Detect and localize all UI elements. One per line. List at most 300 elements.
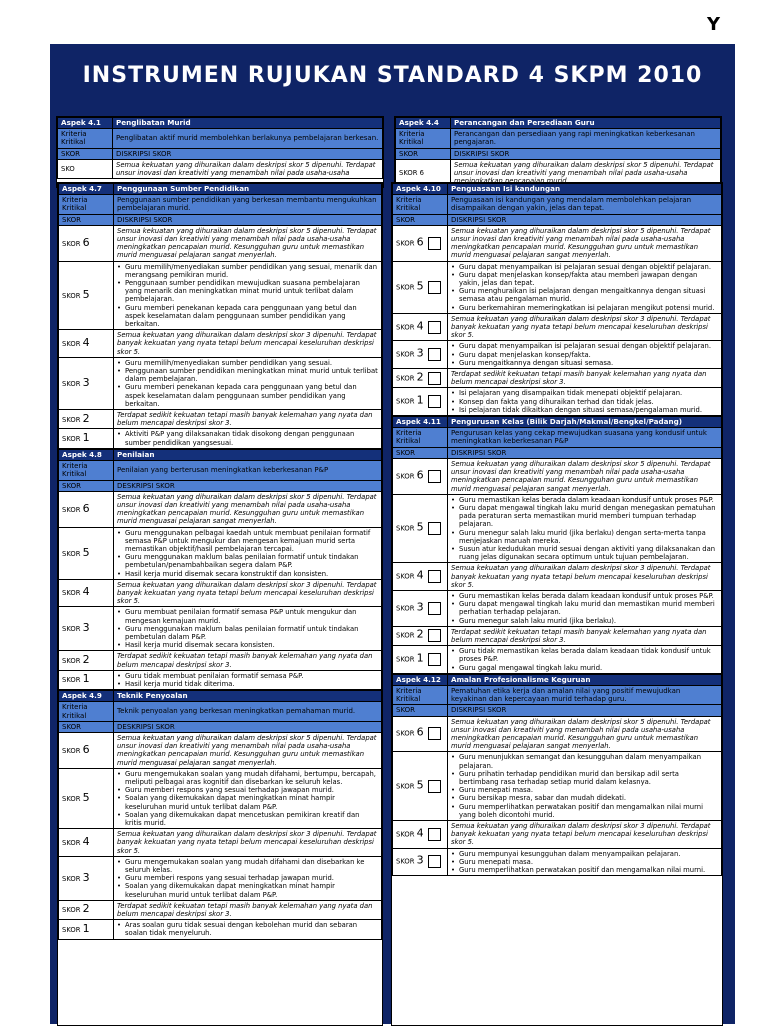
score-label-cell [59, 527, 114, 579]
score-row [393, 388, 722, 416]
score-description [448, 388, 722, 416]
score-checkbox[interactable] [428, 855, 441, 868]
score-description: Semua kekuatan yang dihuraikan dalam deskripsi skor 3 dipenuhi. Terdapat banyak kekuatan yang nyata tetapi belum mencapai keseluruhan deskripsi skor 5. [114, 579, 382, 607]
score-label-cell [59, 330, 114, 358]
criteria-item: • Guru prihatin terhadap pendidikan murid dan bersikap adil serta bertimbang rasa terhadap setiap murid dalam kelasnya. [457, 770, 718, 786]
score-description [114, 357, 382, 409]
score-number: 6 [416, 468, 424, 482]
criteria-list [451, 592, 718, 625]
kriteria-label: Kriteria Kritikal [396, 129, 451, 148]
score-description [448, 752, 722, 821]
criteria-item: • Isi pelajaran tidak dikaitkan dengan situasi semasa/pengalaman murid. [457, 406, 718, 414]
score-label: SKOR 6 [396, 159, 451, 187]
score-label: SKOR [396, 350, 415, 359]
criteria-item: • Guru memilih/menyediakan sumber pendidikan yang sesuai, menarik dan merangsang pemikiran murid. [123, 263, 378, 279]
score-checkbox[interactable] [428, 828, 441, 841]
kriteria-label: Kriteria Kritikal [58, 129, 113, 148]
criteria-item: • Guru menggunakan pelbagai kaedah untuk membuat penilaian formatif semasa P&P untuk mengukur dan mengesan kemajuan murid serta memastikan objektif/hasil pembelajaran tercapai. [123, 529, 378, 554]
score-number: 5 [416, 520, 424, 534]
back-right-table [395, 117, 721, 187]
kriteria-text: Pengurusan kelas yang cekap mewujudkan suasana yang kondusif untuk meningkatkan keberkesanan P&P [448, 428, 722, 447]
score-label-cell [393, 261, 448, 313]
criteria-item: • Guru menghuraikan isi pelajaran dengan mengaitkannya dengan situasi semasa atau pengalaman murid. [457, 287, 718, 303]
criteria-item: • Guru dapat menyampaikan isi pelajaran sesuai dengan objektif pelajaran. [457, 342, 718, 350]
score-row [59, 856, 382, 900]
page-title: INSTRUMEN RUJUKAN STANDARD 4 SKPM 2010 [82, 62, 703, 88]
score-label: SKOR [396, 729, 415, 738]
criteria-item: • Aktiviti P&P yang dilaksanakan tidak disokong dengan penggunaan sumber pendidikan yangsesuai. [123, 430, 378, 446]
score-number: 2 [82, 652, 90, 666]
aspect-title: Pengurusan Kelas (Bilik Darjah/Makmal/Bengkel/Padang) [448, 417, 722, 428]
criteria-item: • Guru memberi penekanan kepada cara penggunaan yang betul dan aspek keselamatan dalam penggunaan sumber pendidikan yang berkaitan. [123, 304, 378, 329]
score-description [114, 429, 382, 448]
score-number: 4 [416, 319, 424, 333]
score-label-cell [59, 579, 114, 607]
criteria-item: • Guru bersikap mesra, sabar dan mudah didekati. [457, 794, 718, 802]
score-description: Semua kekuatan yang dihuraikan dalam deskripsi skor 5 dipenuhi. Terdapat unsur inovasi dan kreativiti yang menambah nilai pada usaha-usaha meningkatkan pencapaian murid. Kesungguhan guru untuk memastikan murid menguasai pelajaran sangat menyerlah. [448, 225, 722, 261]
criteria-item: • Guru menunjukkan semangat dan kesungguhan dalam menyampaikan pelajaran. [457, 753, 718, 769]
score-label-cell [59, 429, 114, 448]
score-checkbox[interactable] [428, 522, 441, 535]
criteria-item: • Guru berkemahiran memeringkatkan isi pelajaran mengikut potensi murid. [457, 304, 718, 312]
rubric-sheet-right [391, 182, 723, 1026]
aspect-title: Perancangan dan Persediaan Guru [451, 118, 721, 129]
score-number: 5 [416, 279, 424, 293]
criteria-item: • Guru dapat menjelaskan konsep/fakta. [457, 351, 718, 359]
criteria-list [117, 858, 378, 899]
score-label: SKOR [396, 239, 415, 248]
skor-label: SKOR [396, 148, 451, 159]
rubric-sheet-left [57, 182, 383, 1026]
score-label-cell [393, 313, 448, 341]
kriteria-label: Kriteria Kritikal [59, 702, 114, 721]
score-label-cell [393, 494, 448, 563]
score-label: SKOR [396, 472, 415, 481]
score-description: Semua kekuatan yang dihuraikan dalam deskripsi skor 5 dipenuhi. Terdapat unsur inovasi dan kreativiti yang menambah nilai pada usaha-usaha meningkatkan pencapaian murid. Kesungguhan guru untuk memastikan murid menguasai pelajaran sangat menyerlah. [114, 732, 382, 768]
score-label-cell [59, 856, 114, 900]
aspect-table [58, 690, 382, 939]
score-description [448, 590, 722, 626]
score-row [59, 429, 382, 448]
score-label: SKOR [62, 379, 81, 388]
skor-label: SKOR [393, 705, 448, 716]
criteria-item: • Guru menegur salah laku murid (jika berlaku) dengan serta-merta tanpa menjejaskan maruah mereka. [457, 529, 718, 545]
skor-heading: DISKRIPSI SKOR [113, 148, 383, 159]
score-label-cell [393, 563, 448, 591]
score-label-cell [393, 848, 448, 876]
score-label-cell [59, 732, 114, 768]
criteria-item: • Penggunaan sumber pendidikan mewujudkan suasana pembelajaran yang menarik dan meningkatkan minat murid untuk terlibat dalam pembelajaran. [123, 279, 378, 304]
score-checkbox[interactable] [428, 321, 441, 334]
score-label: SKOR [396, 631, 415, 640]
score-description: Semua kekuatan yang dihuraikan dalam deskripsi skor 3 dipenuhi. Terdapat banyak kekuatan yang nyata tetapi belum mencapai keseluruhan deskripsi skor 5. [448, 313, 722, 341]
criteria-list [117, 430, 378, 446]
score-row [59, 527, 382, 579]
criteria-item: • Susun atur kedudukan murid sesuai dengan aktiviti yang dilaksanakan dan ruang jelas digunakan secara optimum untuk tujuan pembelajaran. [457, 545, 718, 561]
kriteria-text: Teknik penyoalan yang berkesan meningkatkan pemahaman murid. [114, 702, 382, 721]
score-label: SKOR [396, 397, 415, 406]
score-number: 6 [82, 235, 90, 249]
partial-description: Semua kekuatan yang dihuraikan dalam deskripsi skor 5 dipenuhi. Terdapat unsur inovasi dan kreativiti yang menambah nilai pada usaha-usaha [113, 159, 383, 178]
score-row [59, 900, 382, 919]
score-row [59, 732, 382, 768]
score-label: SKOR [62, 589, 81, 598]
score-label: SKOR [62, 291, 81, 300]
score-label-cell [59, 651, 114, 670]
kriteria-text: Penilaian yang berterusan meningkatkan keberkesanan P&P [114, 461, 382, 480]
score-row [393, 563, 722, 591]
score-label: SKOR [396, 524, 415, 533]
criteria-list [117, 263, 378, 329]
score-label-cell [393, 821, 448, 849]
score-label: SKOR [396, 604, 415, 613]
score-label-cell [393, 369, 448, 388]
criteria-item: • Soalan yang dikemukakan dapat meningkatkan minat hampir keseluruhan murid untuk terlibat dalam P&P. [123, 794, 378, 810]
score-label-cell [59, 357, 114, 409]
score-row [393, 494, 722, 563]
score-description [448, 848, 722, 876]
score-number: 3 [416, 346, 424, 360]
score-number: 3 [82, 621, 90, 635]
criteria-item: • Guru memperlihatkan perwatakan positif dan mengamalkan nilai murni yang boleh dicontohi murid. [457, 803, 718, 819]
criteria-item: • Guru menggunakan maklum balas penilaian formatif untuk tindakan pembetulan/penambahbaikan segera dalam P&P. [123, 553, 378, 569]
criteria-list [117, 921, 378, 937]
criteria-item: • Penggunaan sumber pendidikan meningkatkan minat murid untuk terlibat dalam pembelajaran. [123, 367, 378, 383]
score-label-cell [59, 225, 114, 261]
criteria-item: • Guru tidak memastikan kelas berada dalam keadaan tidak kondusif untuk proses P&P. [457, 647, 718, 663]
score-description [448, 646, 722, 674]
score-label-cell [59, 607, 114, 651]
score-description: Terdapat sedikit kekuatan tetapi masih banyak kelemahan yang nyata dan belum mencapai deskripsi skor 3. [114, 900, 382, 919]
score-row [393, 369, 722, 388]
score-number: 3 [416, 853, 424, 867]
criteria-item: • Soalan yang dikemukakan dapat meningkatkan minat hampir keseluruhan murid untuk terlibat dalam P&P. [123, 882, 378, 898]
score-number: 6 [82, 501, 90, 515]
score-row [59, 410, 382, 429]
score-label-cell [59, 670, 114, 689]
score-label: SKOR [62, 906, 81, 915]
score-checkbox[interactable] [428, 281, 441, 294]
score-checkbox[interactable] [428, 395, 441, 408]
score-label-cell [393, 716, 448, 752]
score-row [393, 225, 722, 261]
aspect-title: Teknik Penyoalan [114, 691, 382, 702]
score-description: Terdapat sedikit kekuatan tetapi masih banyak kelemahan yang nyata dan belum mencapai deskripsi skor 3. [448, 369, 722, 388]
criteria-item: • Guru menggunakan maklum balas penilaian formatif untuk tindakan pembetulan dalam P&P. [123, 625, 378, 641]
skor-label: SKOR [393, 447, 448, 458]
score-row [59, 330, 382, 358]
criteria-item: • Hasil kerja murid disemak secara konsisten. [123, 641, 378, 649]
aspect-table [58, 449, 382, 690]
score-row [59, 607, 382, 651]
score-label-cell [393, 341, 448, 369]
kriteria-text: Penglibatan aktif murid membolehkan berlakunya pembelajaran berkesan. [113, 129, 383, 148]
score-number: 4 [82, 585, 90, 599]
corner-mark: Y [706, 14, 720, 35]
criteria-list [451, 753, 718, 819]
score-label: SKOR [62, 794, 81, 803]
score-row [59, 768, 382, 828]
criteria-item: • Guru gagal mengawal tingkah laku murid. [457, 664, 718, 672]
score-label-cell [393, 646, 448, 674]
skor-heading: DESKRIPSI SKOR [114, 480, 382, 491]
criteria-item: • Guru memberi respons yang sesuai terhadap jawapan murid. [123, 786, 378, 794]
score-label: SKOR [62, 339, 81, 348]
score-row [59, 491, 382, 527]
score-description: Semua kekuatan yang dihuraikan dalam deskripsi skor 5 dipenuhi. Terdapat unsur inovasi dan kreativiti yang menambah nilai pada usaha-usaha meningkatkan pencapaian murid. Kesungguhan guru untuk memastikan murid menguasai pelajaran sangat menyerlah. [114, 491, 382, 527]
score-number: 4 [416, 568, 424, 582]
criteria-list [451, 850, 718, 875]
score-row [393, 313, 722, 341]
aspect-label: Aspek 4.8 [59, 449, 114, 460]
score-label: SKOR [396, 572, 415, 581]
criteria-item: • Isi pelajaran yang disampaikan tidak menepati objektif pelajaran. [457, 389, 718, 397]
score-label: SKOR [396, 283, 415, 292]
score-number: 5 [82, 287, 90, 301]
skor-heading: DISKRIPSI SKOR [448, 705, 722, 716]
criteria-list [117, 608, 378, 649]
aspect-table [58, 183, 382, 449]
score-label-cell [393, 225, 448, 261]
score-number: 3 [82, 375, 90, 389]
criteria-item: • Guru membuat penilaian formatif semasa P&P untuk mengukur dan mengesan kemajuan murid. [123, 608, 378, 624]
score-description [114, 768, 382, 828]
criteria-item: • Guru memperlihatkan perwatakan positif dan mengamalkan nilai murni. [457, 866, 718, 874]
score-number: 4 [82, 834, 90, 848]
score-checkbox[interactable] [428, 570, 441, 583]
score-checkbox[interactable] [428, 237, 441, 250]
score-row [393, 458, 722, 494]
score-row [59, 225, 382, 261]
criteria-list [117, 359, 378, 408]
score-label: SKOR [396, 655, 415, 664]
score-number: 1 [416, 651, 424, 665]
aspect-label: Aspek 4.4 [396, 118, 451, 129]
criteria-item: • Guru menegur salah laku murid (jika berlaku). [457, 617, 718, 625]
score-label: SKOR [396, 323, 415, 332]
score-row [393, 341, 722, 369]
score-number: 2 [82, 902, 90, 916]
score-description [114, 261, 382, 330]
score-label: SKOR [62, 838, 81, 847]
score-checkbox[interactable] [428, 727, 441, 740]
score-checkbox[interactable] [428, 348, 441, 361]
score-checkbox[interactable] [428, 372, 441, 385]
score-number: 5 [82, 790, 90, 804]
score-number: 1 [82, 672, 90, 686]
score-label-cell [59, 829, 114, 857]
score-description [448, 341, 722, 369]
score-description: Terdapat sedikit kekuatan tetapi masih banyak kelemahan yang nyata dan belum mencapai deskripsi skor 3. [114, 410, 382, 429]
score-number: 5 [82, 545, 90, 559]
criteria-item: • Guru dapat mengawal tingkah laku murid dengan menegaskan pematuhan pada peraturan serta memastikan murid memberi tumpuan terhadap pelajaran. [457, 504, 718, 529]
skor-label: SKOR [58, 148, 113, 159]
score-row [393, 626, 722, 645]
score-row [59, 579, 382, 607]
score-row [393, 752, 722, 821]
score-row [59, 261, 382, 330]
kriteria-text: Perancangan dan persediaan yang rapi meningkatkan keberkesanan pengajaran. [451, 129, 721, 148]
criteria-list [117, 529, 378, 578]
score-row [59, 920, 382, 939]
skor-label: SKOR [393, 214, 448, 225]
score-label-cell [59, 410, 114, 429]
score-label: SKOR [62, 874, 81, 883]
score-number: 6 [82, 742, 90, 756]
criteria-list [451, 647, 718, 672]
score-number: 1 [416, 393, 424, 407]
score-row [59, 829, 382, 857]
score-number: 5 [416, 778, 424, 792]
score-label: SKOR [62, 549, 81, 558]
criteria-list [451, 389, 718, 414]
score-label-cell [393, 590, 448, 626]
criteria-item: • Guru memilih/menyediakan sumber pendidikan yang sesuai. [123, 359, 378, 367]
skor-label: SKOR [59, 214, 114, 225]
score-checkbox[interactable] [428, 780, 441, 793]
score-label-cell [393, 388, 448, 416]
skor-label: SKOR [59, 480, 114, 491]
score-checkbox[interactable] [428, 602, 441, 615]
score-row [393, 590, 722, 626]
score-number: 4 [416, 826, 424, 840]
score-number: 3 [416, 600, 424, 614]
score-description [114, 670, 382, 689]
score-label-cell [393, 458, 448, 494]
score-label: SKOR [62, 435, 81, 444]
back-sheet-left [56, 116, 384, 188]
score-number: 4 [82, 335, 90, 349]
aspect-title: Penggunaan Sumber Pendidikan [114, 184, 382, 195]
score-number: 1 [82, 921, 90, 935]
skor-heading: DISKRIPSI SKOR [114, 214, 382, 225]
score-description: Terdapat sedikit kekuatan tetapi masih banyak kelemahan yang nyata dan belum mencapai deskripsi skor 3. [448, 626, 722, 645]
score-label: SKO [58, 159, 113, 178]
aspect-label: Aspek 4.11 [393, 417, 448, 428]
criteria-item: • Konsep dan fakta yang dihuraikan terhad dan tidak jelas. [457, 398, 718, 406]
kriteria-label: Kriteria Kritikal [393, 195, 448, 214]
aspect-label: Aspek 4.10 [393, 184, 448, 195]
score-description [114, 607, 382, 651]
score-label: SKOR [396, 830, 415, 839]
criteria-item: • Aras soalan guru tidak sesuai dengan kebolehan murid dan sebaran soalan tidak menyeluruh. [123, 921, 378, 937]
criteria-item: • Guru memberi respons yang sesuai terhadap jawapan murid. [123, 874, 378, 882]
score-description: Semua kekuatan yang dihuraikan dalam deskripsi skor 3 dipenuhi. Terdapat banyak kekuatan yang nyata tetapi belum mencapai keseluruhan deskripsi skor 5. [114, 829, 382, 857]
aspect-table [392, 674, 722, 876]
score-label-cell [393, 626, 448, 645]
score-row [393, 716, 722, 752]
score-number: 1 [82, 431, 90, 445]
criteria-item: • Guru mengemukakan soalan yang mudah difahami dan disebarkan ke seluruh kelas. [123, 858, 378, 874]
criteria-list [451, 496, 718, 562]
score-row [393, 646, 722, 674]
score-checkbox[interactable] [428, 629, 441, 642]
score-number: 2 [82, 411, 90, 425]
score-label-cell [59, 900, 114, 919]
aspect-title: Amalan Profesionalisme Keguruan [448, 674, 722, 685]
criteria-item: • Guru dapat mengawal tingkah laku murid dan memastikan murid memberi perhatian terhadap pelajaran. [457, 600, 718, 616]
score-number: 6 [416, 235, 424, 249]
score-label: SKOR [62, 415, 81, 424]
score-number: 3 [82, 870, 90, 884]
criteria-item: • Guru memberi penekanan kepada cara penggunaan yang betul dan aspek keselamatan dalam penggunaan sumber pendidikan yang berkaitan. [123, 383, 378, 408]
score-label-cell [59, 920, 114, 939]
score-description [114, 920, 382, 939]
score-number: 6 [416, 725, 424, 739]
score-row [393, 261, 722, 313]
partial-description: Semua kekuatan yang dihuraikan dalam deskripsi skor 5 dipenuhi. Terdapat unsur inovasi dan kreativiti yang menambah nilai pada usaha-usaha [451, 159, 721, 187]
aspect-label: Aspek 4.1 [58, 118, 113, 129]
score-label: SKOR [62, 676, 81, 685]
criteria-item: • Guru mengaitkannya dengan situasi semasa. [457, 359, 718, 367]
criteria-item: • Guru menepati masa. [457, 858, 718, 866]
kriteria-text: Pematuhan etika kerja dan amalan nilai yang positif mewujudkan keyakinan dan kepercayaan murid terhadap guru. [448, 685, 722, 704]
aspect-label: Aspek 4.12 [393, 674, 448, 685]
score-label-cell [59, 261, 114, 330]
score-description: Semua kekuatan yang dihuraikan dalam deskripsi skor 5 dipenuhi. Terdapat unsur inovasi dan kreativiti yang menambah nilai pada usaha-usaha meningkatkan pencapaian murid. Kesungguhan guru untuk memastikan murid menguasai pelajaran sangat menyerlah. [448, 458, 722, 494]
score-number: 2 [416, 370, 424, 384]
score-label: SKOR [62, 239, 81, 248]
score-description: Semua kekuatan yang dihuraikan dalam deskripsi skor 3 dipenuhi. Terdapat banyak kekuatan yang nyata tetapi belum mencapai keseluruhan deskripsi skor 5. [114, 330, 382, 358]
score-description [114, 527, 382, 579]
score-label: SKOR [62, 505, 81, 514]
kriteria-label: Kriteria Kritikal [393, 685, 448, 704]
criteria-item: • Hasil kerja murid tidak diterima. [123, 680, 378, 688]
score-row [393, 848, 722, 876]
criteria-item: • Guru menepati masa. [457, 786, 718, 794]
score-description: Semua kekuatan yang dihuraikan dalam deskripsi skor 5 dipenuhi. Terdapat unsur inovasi dan kreativiti yang menambah nilai pada usaha-usaha meningkatkan pencapaian murid. Kesungguhan guru untuk memastikan murid menguasai pelajaran sangat menyerlah. [448, 716, 722, 752]
score-row [59, 357, 382, 409]
score-checkbox[interactable] [428, 470, 441, 483]
score-description [448, 494, 722, 563]
skor-heading: DESKRIPSI SKOR [114, 721, 382, 732]
score-row [393, 821, 722, 849]
score-checkbox[interactable] [428, 653, 441, 666]
kriteria-label: Kriteria Kritikal [393, 428, 448, 447]
score-label: SKOR [62, 625, 81, 634]
score-description [114, 856, 382, 900]
criteria-item: • Guru mempunyai kesungguhan dalam menyampaikan pelajaran. [457, 850, 718, 858]
score-label-cell [59, 768, 114, 828]
criteria-item: • Hasil kerja murid disemak secara konstruktif dan konsisten. [123, 570, 378, 578]
aspect-table [392, 183, 722, 416]
score-label: SKOR [62, 925, 81, 934]
score-label-cell [59, 491, 114, 527]
aspect-label: Aspek 4.9 [59, 691, 114, 702]
score-description [448, 261, 722, 313]
criteria-item: • Guru tidak membuat penilaian formatif semasa P&P. [123, 672, 378, 680]
score-label: SKOR [396, 374, 415, 383]
kriteria-text: Penguasaan isi kandungan yang mendalam membolehkan pelajaran disampaikan dengan yakin, jelas dan tepat. [448, 195, 722, 214]
score-label-cell [393, 752, 448, 821]
criteria-list [117, 672, 378, 688]
skor-heading: DISKRIPSI SKOR [451, 148, 721, 159]
kriteria-label: Kriteria Kritikal [59, 195, 114, 214]
criteria-item: • Soalan yang dikemukakan dapat mencetuskan pemikiran kreatif dan kritis murid. [123, 811, 378, 827]
criteria-list [117, 770, 378, 827]
criteria-item: • Guru memastikan kelas berada dalam keadaan kondusif untuk proses P&P. [457, 496, 718, 504]
criteria-item: • Guru mengemukakan soalan yang mudah difahami, bertumpu, bercapah, meliputi pelbagai aras kognitif dan disebarkan ke seluruh kelas. [123, 770, 378, 786]
kriteria-label: Kriteria Kritikal [59, 461, 114, 480]
score-label: SKOR [62, 746, 81, 755]
score-description: Semua kekuatan yang dihuraikan dalam deskripsi skor 3 dipenuhi. Terdapat banyak kekuatan yang nyata tetapi belum mencapai keseluruhan deskripsi skor 5. [448, 821, 722, 849]
score-row [59, 651, 382, 670]
back-left-table [57, 117, 383, 179]
aspect-table [392, 416, 722, 674]
criteria-list [451, 342, 718, 367]
score-label: SKOR [396, 857, 415, 866]
score-label: SKOR [62, 656, 81, 665]
